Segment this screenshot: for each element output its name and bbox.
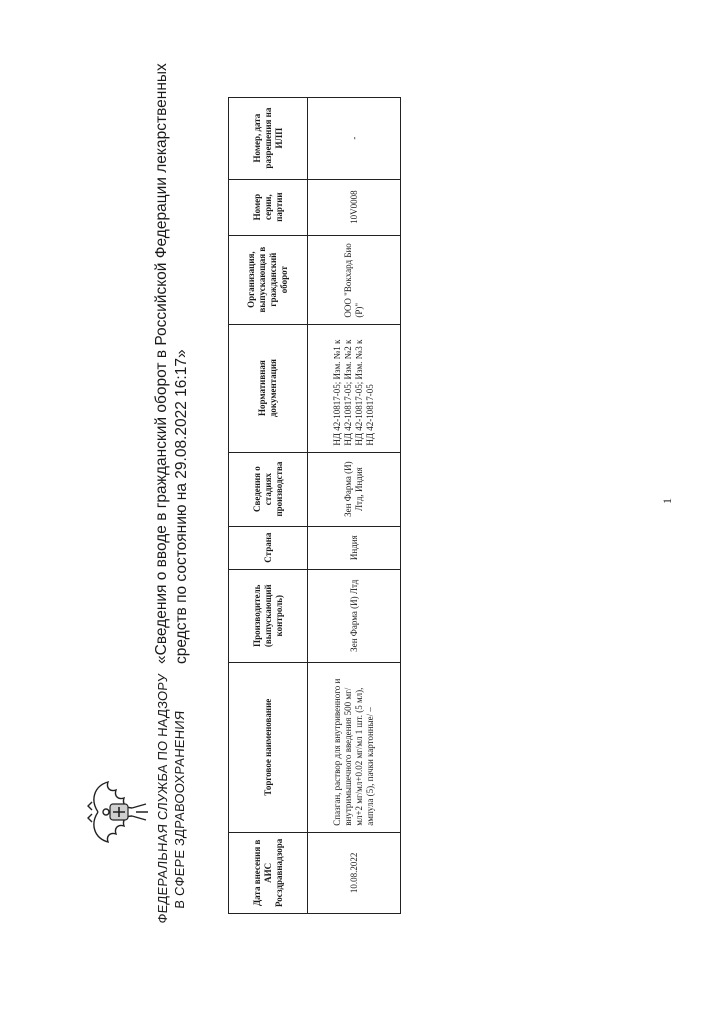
- drug-registry-table: [228, 97, 401, 914]
- column-header-normative-docs: Нормативная документация: [229, 324, 308, 452]
- cell-trade-name: Спазган, раствор для внутривенного и внутримышечного введения 500 мг/мл+2 мг/мл+0.02 мг/мл 1 шт. (5 мл), ампула (5), пачки картонные/ –: [308, 662, 401, 832]
- document-title-line-1: «Сведения о вводе в гражданский оборот в Российской Федерации лекарственных: [153, 63, 170, 664]
- cell-organization: ООО "Вокхард Био (Р)": [308, 235, 401, 324]
- column-header-batch-number: Номер серии, партии: [229, 179, 308, 235]
- column-header-production-stages: Сведения о стадиях производства: [229, 452, 308, 526]
- cell-country: Индия: [308, 526, 401, 569]
- column-header-permit: Номер, дата разрешения на ИЛП: [229, 97, 308, 179]
- column-header-date: Дата внесения в АИС Росздравнадзора: [229, 832, 308, 913]
- cell-manufacturer: Зен Фарма (И) Лтд: [308, 569, 401, 662]
- agency-name: [154, 673, 188, 925]
- cell-production-stages: Зен Фарма (И) Лтд, Индия: [308, 452, 401, 526]
- cell-date: 10.08.2022: [308, 832, 401, 913]
- column-header-country: Страна: [229, 526, 308, 569]
- agency-name-line-2: В СФЕРЕ ЗДРАВООХРАНЕНИЯ: [172, 710, 187, 910]
- document-title-line-2: средств по состоянию на 29.08.2022 16:17»: [173, 349, 190, 664]
- table-header-row: [229, 97, 308, 913]
- table-row: [308, 97, 401, 913]
- agency-name-line-1: ФЕДЕРАЛЬНАЯ СЛУЖБА ПО НАДЗОРУ: [155, 673, 170, 924]
- column-header-trade-name: Торговое наименование: [229, 662, 308, 832]
- column-header-manufacturer: Производитель (выпускающий контроль): [229, 569, 308, 662]
- cell-permit: -: [308, 97, 401, 179]
- column-header-organization: Организация, выпускающая в гражданский оборот: [229, 235, 308, 324]
- cell-normative-docs: НД 42-10817-05; Изм. №1 к НД 42-10817-05; Изм. №2 к НД 42-10817-05; Изм. №3 к НД 42-10817-05: [308, 324, 401, 452]
- double-headed-eagle-emblem-icon: [84, 778, 152, 846]
- cell-batch-number: 10V0008: [308, 179, 401, 235]
- page-number: 1: [660, 498, 674, 504]
- document-title: [152, 44, 192, 664]
